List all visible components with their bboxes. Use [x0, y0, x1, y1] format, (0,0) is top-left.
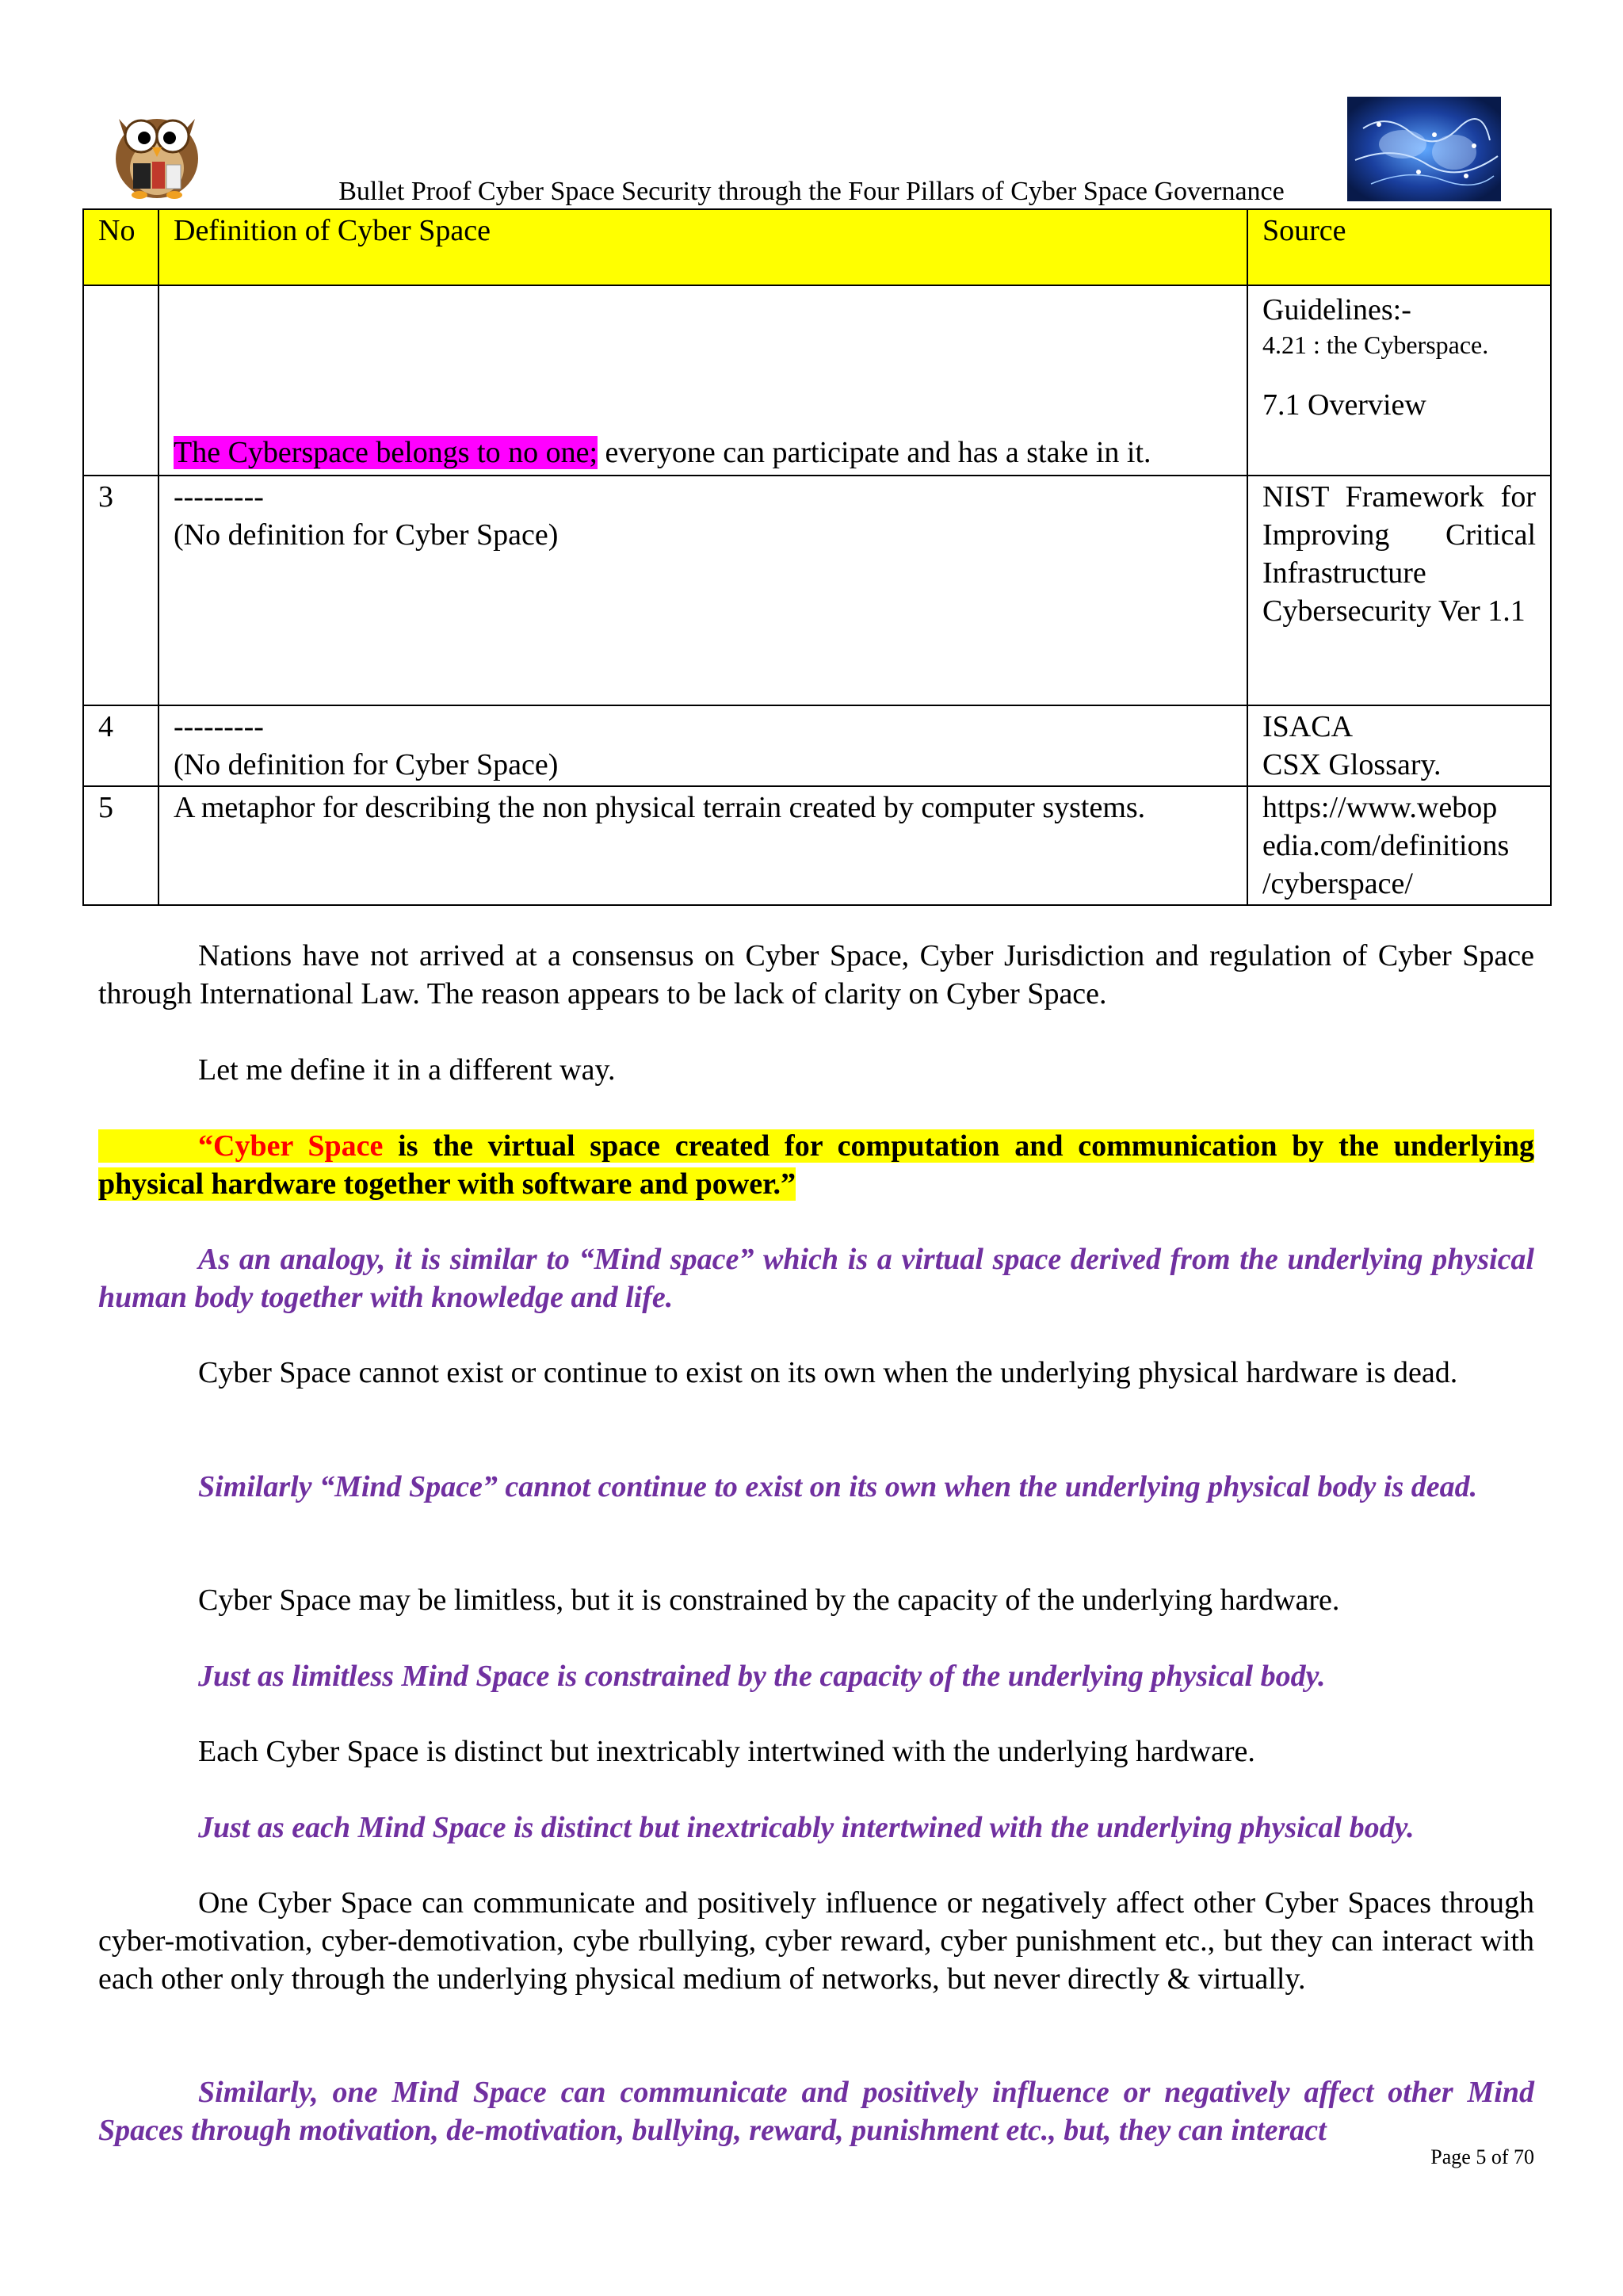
row5-definition: A metaphor for describing the non physical terrain created by computer systems.	[158, 786, 1247, 905]
table-header-row	[83, 209, 1551, 285]
row3-def-text: (No definition for Cyber Space)	[174, 518, 559, 552]
row2-src-line1: Guidelines:-	[1262, 293, 1411, 327]
paragraph: Let me define it in a different way.	[198, 1053, 616, 1087]
analogy-paragraph: As an analogy, it is similar to “Mind space” which is a virtual space derived from the underlying physical human body together with knowledge and life.	[98, 1243, 1534, 1314]
row5-src-line1: https://www.webop	[1262, 791, 1498, 824]
row4-def-text: (No definition for Cyber Space)	[174, 748, 559, 781]
row5-src-line3: /cyberspace/	[1262, 867, 1413, 900]
row5-src-line2: edia.com/definitions	[1262, 829, 1510, 862]
row2-no	[83, 285, 158, 476]
row2-src-line3: 7.1 Overview	[1262, 388, 1426, 422]
table-row	[83, 285, 1551, 476]
analogy-paragraph: Just as each Mind Space is distinct but inextricably intertwined with the underlying physical body.	[198, 1811, 1415, 1844]
row3-definition	[158, 476, 1247, 705]
row3-src-text: NIST Framework for Improving Critical Infrastructure Cybersecurity Ver 1.1	[1262, 480, 1536, 628]
row5-no: 5	[83, 786, 158, 905]
row5-source	[1247, 786, 1551, 905]
row4-definition	[158, 705, 1247, 786]
cyber-space-term: “Cyber Space	[198, 1129, 384, 1163]
row3-no: 3	[83, 476, 158, 705]
definitions-table	[82, 208, 1552, 906]
row2-def-rest: everyone can participate and has a stake in it.	[598, 436, 1151, 469]
row4-src-line2: CSX Glossary.	[1262, 748, 1442, 781]
header-source: Source	[1247, 209, 1551, 285]
row4-dashes: ---------	[174, 710, 264, 743]
row2-src-line2: 4.21 : the Cyberspace.	[1262, 330, 1489, 359]
header-no: No	[83, 209, 158, 285]
row4-source	[1247, 705, 1551, 786]
row4-no: 4	[83, 705, 158, 786]
paragraph: Nations have not arrived at a consensus on Cyber Space, Cyber Jurisdiction and regulation of Cyber Space through International Law. The reason appears to be lack of clarity on Cyber Space.	[98, 939, 1534, 1010]
paragraph: Cyber Space cannot exist or continue to exist on its own when the underlying physical hardware is dead.	[198, 1356, 1458, 1389]
row3-source	[1247, 476, 1551, 705]
row2-source	[1247, 285, 1551, 476]
row2-definition	[158, 285, 1247, 476]
row4-src-line1: ISACA	[1262, 710, 1354, 743]
paragraph: One Cyber Space can communicate and positively influence or negatively affect other Cyber Spaces through cyber-motivation, cyber-demotivation, cybe rbullying, cyber reward, cyber punishment etc., but they can interact with each other only through the underlying physical medium of networks, but never directly & virtually.	[98, 1886, 1534, 1996]
analogy-paragraph: Just as limitless Mind Space is constrained by the capacity of the underlying physical body.	[198, 1660, 1326, 1693]
row3-dashes: ---------	[174, 480, 264, 514]
header-title: Bullet Proof Cyber Space Security through the Four Pillars of Cyber Space Governance	[338, 177, 1285, 206]
header-definition: Definition of Cyber Space	[158, 209, 1247, 285]
table-row	[83, 705, 1551, 786]
page-number: Page 5 of 70	[1430, 2145, 1534, 2168]
paragraph: Cyber Space may be limitless, but it is constrained by the capacity of the underlying hardware.	[198, 1584, 1340, 1617]
definition-paragraph: “Cyber Space is the virtual space created for computation and communication by the underlying physical hardware together with software and power.”	[98, 1129, 1535, 1201]
row2-highlight: The Cyberspace belongs to no one;	[174, 436, 598, 469]
paragraph: Each Cyber Space is distinct but inextricably intertwined with the underlying hardware.	[198, 1735, 1255, 1768]
analogy-paragraph: Similarly, one Mind Space can communicate and positively influence or negatively affect other Mind Spaces through motivation, de-motivation, bullying, reward, punishment etc., but, they can interact	[98, 2076, 1534, 2147]
analogy-paragraph: Similarly “Mind Space” cannot continue to exist on its own when the underlying physical body is dead.	[198, 1470, 1478, 1503]
table-row	[83, 786, 1551, 905]
table-row	[83, 476, 1551, 705]
